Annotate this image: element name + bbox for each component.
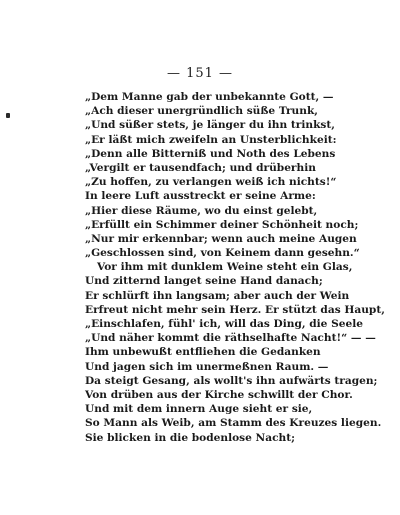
poem-line: Und mit dem innern Auge sieht er sie,: [85, 403, 313, 416]
poem-line: Vor ihm mit dunklem Weine steht ein Glas,: [97, 261, 353, 274]
poem-line: „Geschlossen sind, von Keinem dann gesehn.“: [85, 247, 360, 260]
poem-line: „Denn alle Bitterniß und Noth des Lebens: [85, 147, 336, 160]
poem-line: „Und süßer stets, je länger du ihn trinkst,: [85, 119, 335, 132]
poem-line: In leere Luft ausstreckt er seine Arme:: [85, 190, 316, 203]
poem-line: „Erfüllt ein Schimmer deiner Schönheit noch;: [85, 218, 359, 231]
poem-line: „Und näher kommt die räthselhafte Nacht!“ — —: [85, 332, 376, 345]
poem-line: Und jagen sich im unermeßnen Raum. —: [85, 360, 329, 373]
poem-line: So Mann als Weib, am Stamm des Kreuzes liegen.: [85, 417, 382, 430]
poem-text: [85, 90, 385, 445]
poem-line: „Ach dieser unergründlich süße Trunk,: [85, 105, 318, 118]
poem-line: „Vergilt er tausendfach; und drüberhin: [85, 161, 316, 174]
margin-ink-mark: [6, 113, 10, 118]
poem-line: Da steigt Gesang, als wollt's ihn aufwärts tragen;: [85, 374, 378, 387]
poem-line: Erfreut nicht mehr sein Herz. Er stützt das Haupt,: [85, 303, 385, 316]
poem-line: „Hier diese Räume, wo du einst gelebt,: [85, 204, 318, 217]
poem-line: Er schlürft ihn langsam; aber auch der Wein: [85, 289, 350, 302]
poem-line: „Einschlafen, fühl' ich, will das Ding, die Seele: [85, 318, 364, 330]
poem-line: Von drüben aus der Kirche schwillt der Chor.: [85, 388, 353, 401]
page-number: — 151 —: [166, 66, 234, 81]
poem-line: Sie blicken in die bodenlose Nacht;: [85, 431, 296, 444]
poem-line: Und zitternd langet seine Hand danach;: [85, 275, 323, 288]
poem-line: „Zu hoffen, zu verlangen weiß ich nichts!“: [85, 176, 337, 189]
poem-line: Ihm unbewußt entfliehen die Gedanken: [85, 346, 321, 359]
poem-line: „Nur mir erkennbar; wenn auch meine Augen: [85, 232, 357, 245]
poem-line: „Dem Manne gab der unbekannte Gott, —: [85, 91, 334, 103]
poem-line: „Er läßt mich zweifeln an Unsterblichkeit:: [85, 133, 337, 146]
